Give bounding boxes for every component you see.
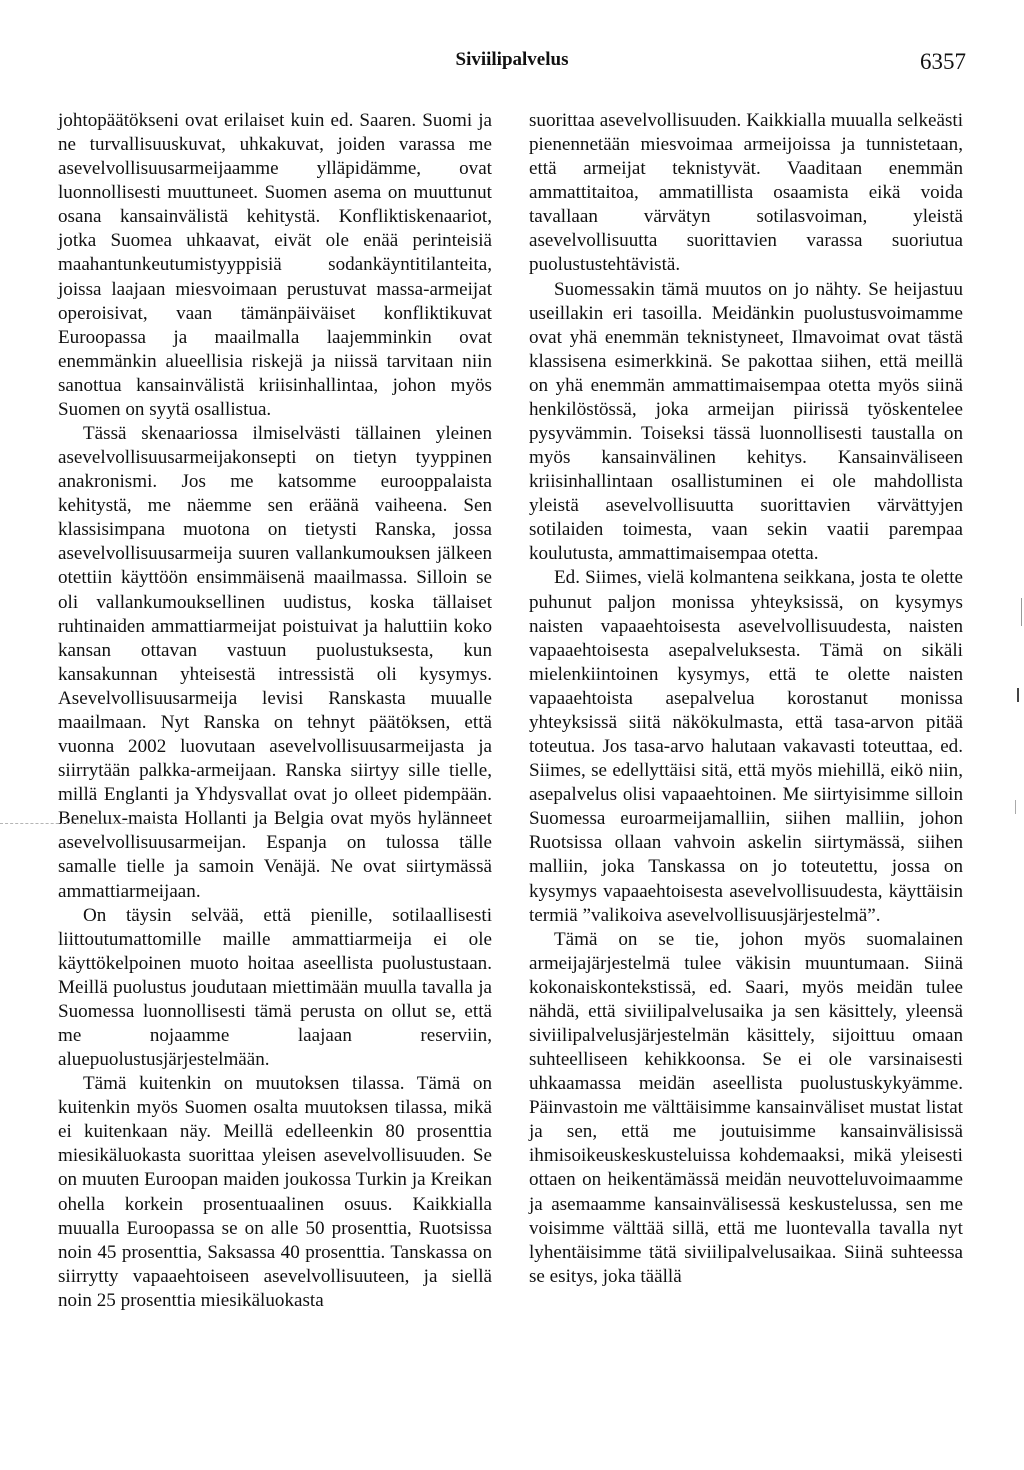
right-column bbox=[529, 109, 963, 1289]
paragraph: Ed. Siimes, vielä kolmantena seikkana, josta te olette puhunut paljon monissa yhteyksissä, on kysymys naisten vapaaehtoisesta asevelvollisuudesta, naisten vapaaehtoisesta asepalveluksesta. Tämä on sikäli mielenkiintoinen kysymys, että te olette naisten vapaaehtoista asepalvelua korostanut monissa yhteyksissä siitä näkökulmasta, että tasa-arvon pitää toteutua. Jos tasa-arvo halutaan vakavasti toteuttaa, ed. Siimes, se edellyttäisi sitä, että myös miehillä, eikö niin, asepalvelus olisi vapaaehtoinen. Me siirtyisimme silloin Suomessa euroarmeijamalliin, siihen malliin, johon Ruotsissa ollaan vahvoin askelin siirtymässä, siihen malliin, joka Tanskassa on jo toteutettu, jossa on kysymys vapaaehtoisesta asevelvollisuudesta, käyttäisin termiä ”valikoiva asevelvollisuusjärjestelmä”. bbox=[529, 567, 963, 926]
paragraph: On täysin selvää, että pienille, sotilaallisesti liittoutumattomille maille ammattiarmeija ei ole käyttökelpoinen muoto hoitaa aseellista puolustustaan. Meillä puolustus joudutaan miettimään muulla tavalla ja Suomessa luonnollisesti tämä perusta on ollut se, että me nojaamme laajaan reserviin, aluepuolustusjärjestelmään. bbox=[58, 904, 492, 1071]
paragraph: johtopäätökseni ovat erilaiset kuin ed. Saaren. Suomi ja ne turvallisuuskuvat, uhkakuvat, joiden varassa me asevelvollisuusarmeijaamme ylläpidämme, ovat luonnollisesti muuttuneet. Suomen asema on muuttunut osana kansainvälistä kehitystä. Konfliktiskenaariot, jotka Suomea uhkaavat, eivät ole enää perinteisiä maahantunkeutumistyyppisiä sodankäyntitilanteita, joissa laajaan miesvoimaan perustuvat massa-armeijat operoisivat, vaan tämänpäiväiset konfliktikuvat Euroopassa ja maailmalla laajemminkin ovat enemmänkin alueellisia riskejä ja niissä tarvitaan niin sanottua kansainvälistä kriisinhallintaa, johon myös Suomen on syytä osallistua. bbox=[58, 110, 492, 420]
running-title: Siviilipalvelus bbox=[455, 49, 569, 70]
paragraph: Tässä skenaariossa ilmiselvästi tällainen yleinen asevelvollisuusarmeijakonsepti on tietyn tyyppinen anakronismi. Jos me katsomme eurooppalaista kehitystä, me näemme sen eräänä vaiheena. Sen klassisimpana muotona on tietysti Ranska, jossa asevelvollisuusarmeija suuren vallankumouksen jälkeen otettiin käyttöön ensimmäisenä maailmassa. Silloin se oli vallankumouksellinen uudistus, koska tällaiset ruhtinaiden ammattiarmeijat poistuivat ja haluttiin koko kansan ottavan vastuun puolustuksesta, kun kansakunnan yhteisestä intressistä oli kysymys. Asevelvollisuusarmeija levisi Ranskasta muualle maailmaan. Nyt Ranska on tehnyt päätöksen, että vuonna 2002 luovutaan asevelvollisuusarmeijasta ja siirrytään palkka-armeijaan. Ranska siirtyy sille tielle, millä Englanti ja Yhdysvallat ovat jo olleet pidempään. Benelux-maista Hollanti ja Belgia ovat myös hylänneet asevelvollisuusarmeijan. Espanja on tulossa tälle samalle tielle ja samoin Venäjä. Ne ovat siirtymässä ammattiarmeijaan. bbox=[58, 423, 492, 902]
scan-artifact-line bbox=[0, 823, 155, 824]
paragraph: suorittaa asevelvollisuuden. Kaikkialla muualla selkeästi pienennetään miesvoimaa armeijoissa ja tunnistetaan, että armeijat teknistyvät. Vaaditaan enemmän ammattitaitoa, ammatillista osaamista eikä voida tavallaan värvätyn sotilasvoiman, yleistä asevelvollisuutta suorittavien varassa suoriutua puolustustehtävistä. bbox=[529, 110, 963, 276]
paragraph: Tämä on se tie, johon myös suomalainen armeijajärjestelmä tulee väkisin muuntumaan. Siinä kokonaiskontekstissä, ed. Saari, myös meidän tulee nähdä, että siviilipalvelusaika ja sen käsittely, yleensä siviilipalvelusjärjestelmän käsittely, sijoittuu omaan suhteelliseen kehikkoonsa. Se ei ole varsinaisesti uhkaamassa meidän aseellista puolustuskykyämme. Päinvastoin me välttäisimme kansainväliset mustat listat ja sen, että me joutuisimme kansainvälisissä ihmisoikeuskeskusteluissa kohdemaaksi, mikä yleisesti ottaen on heikentämässä meidän neuvotteluvoimaamme ja asemaamme kansainvälisessä keskustelussa, sen me voisimme välttää sillä, että me luontevalla tavalla nyt lyhentäisimme tätä siviilipalvelusaikaa. Siinä suhteessa se esitys, joka täällä bbox=[529, 928, 963, 1287]
margin-mark bbox=[1021, 598, 1022, 626]
page-header bbox=[58, 49, 966, 79]
paragraph: Tämä kuitenkin on muutoksen tilassa. Tämä on kuitenkin myös Suomen osalta muutoksen tilassa, mikä ei kuitenkaan näy. Meillä edelleenkin 80 prosenttia miesikäluokasta suorittaa yleisen asevelvollisuuden. Se on muuten Euroopan maiden joukossa Turkin ja Kreikan ohella korkein prosentuaalinen osuus. Kaikkialla muualla Euroopassa se on alle 50 prosenttia, Ruotsissa noin 45 prosenttia, Saksassa 40 prosenttia. Tanskassa on siirrytty vapaaehtoiseen asevelvollisuuteen, ja siellä noin 25 prosenttia miesikäluokasta bbox=[58, 1073, 492, 1311]
page-number: 6357 bbox=[920, 49, 966, 74]
left-column bbox=[58, 109, 492, 1313]
paragraph: Suomessakin tämä muutos on jo nähty. Se heijastuu useillakin eri tasoilla. Meidänkin puolustusvoimamme ovat yhä enemmän teknistyneet, Ilmavoimat ovat tästä klassisena esimerkkinä. Se pakottaa siihen, että meillä on yhä enemmän ammattimaisempaa otetta myös siinä henkilöstössä, joka armeijan piirissä työskentelee pysyvämmin. Toiseksi tässä luonnollisesti taustalla on myös kansainvälinen kehitys. Kansainväliseen kriisinhallintaan osallistuminen ei ole mahdollista yleistä asevelvollisuutta suorittavien värvättyjen sotilaiden toimesta, vaan sekin vaatii parempaa koulutusta, ammattimaisempaa otetta. bbox=[529, 278, 963, 565]
margin-mark bbox=[1015, 800, 1016, 814]
margin-mark bbox=[1017, 688, 1019, 702]
